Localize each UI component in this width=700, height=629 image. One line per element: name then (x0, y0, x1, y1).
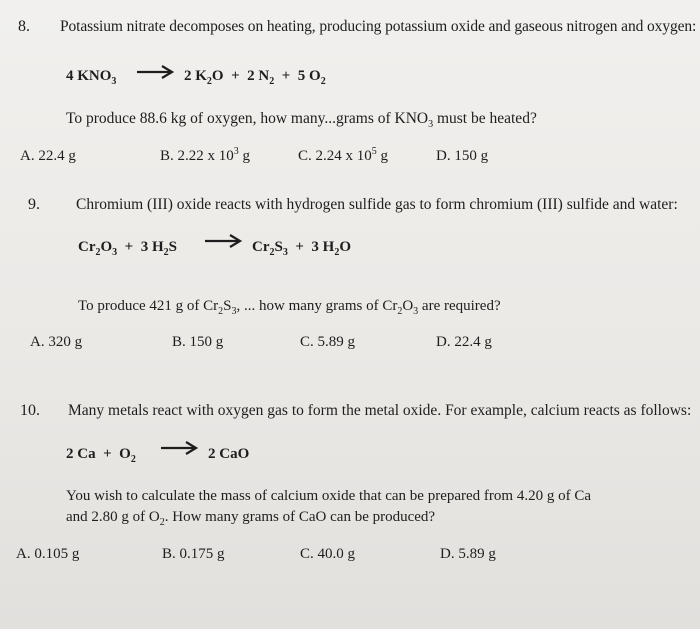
q10-choice-d[interactable]: D. 5.89 g (440, 546, 496, 562)
q10-question-line1: You wish to calculate the mass of calcium oxide that can be prepared from 4.20 g of Ca (66, 488, 591, 504)
q9-equation-products: $Cr_2S_3 + 3$ $H_2O$ (252, 239, 351, 258)
q8-reaction-arrow-icon (136, 64, 176, 80)
q9-reaction-arrow-icon (204, 233, 244, 249)
q10-equation-products: 2 CaO (208, 446, 250, 462)
q8-question: To produce 88.6 kg of oxygen, how many...grams of $KNO_3$ must be heated? (66, 110, 537, 131)
q10-equation: 2 $Ca + O_2$ (66, 446, 136, 465)
q8-stem: Potassium nitrate decomposes on heating, producing potassium oxide and gaseous nitrogen and oxygen: (60, 18, 697, 35)
q8-number: 8. (18, 18, 30, 35)
q9-stem: Chromium (III) oxide reacts with hydrogen sulfide gas to form chromium (III) sulfide and water: (76, 196, 678, 213)
q9-number: 9. (28, 196, 40, 213)
q8-choice-c[interactable]: C. 2.24 x $10^5$ g (298, 146, 389, 164)
q10-reaction-arrow-icon (160, 440, 200, 456)
q10-number: 10. (20, 402, 40, 419)
q9-choice-a[interactable]: A. 320 g (30, 334, 83, 350)
q9-choice-c[interactable]: C. 5.89 g (300, 334, 356, 350)
q8-choice-b[interactable]: B. 2.22 x $10^3$ g (160, 146, 251, 164)
q10-stem: Many metals react with oxygen gas to form the metal oxide. For example, calcium reacts as follows: (68, 402, 692, 419)
q8-equation-products: 2 $K_2O + 2$ $N_2 + 5$ $O_2$ (184, 68, 326, 87)
q9-choice-b[interactable]: B. 150 g (172, 334, 224, 350)
q8-equation: 4 $KNO_3$ (66, 68, 117, 87)
q9-choice-d[interactable]: D. 22.4 g (436, 334, 492, 350)
q8-choice-a[interactable]: A. 22.4 g (20, 148, 76, 164)
q10-question-line2: and 2.80 g of $O_2$. How many grams of CaO can be produced? (66, 509, 436, 528)
q10-choice-a[interactable]: A. 0.105 g (16, 546, 80, 562)
q9-equation: $Cr_2O_3 + 3$ $H_2S$ (78, 239, 177, 258)
q10-choice-c[interactable]: C. 40.0 g (300, 546, 356, 562)
q8-choice-d[interactable]: D. 150 g (436, 148, 489, 164)
q9-question: To produce 421 g of $Cr_2S_3$, ... how many grams of $Cr_2O_3$ are required? (78, 298, 501, 317)
q10-choice-b[interactable]: B. 0.175 g (162, 546, 225, 562)
